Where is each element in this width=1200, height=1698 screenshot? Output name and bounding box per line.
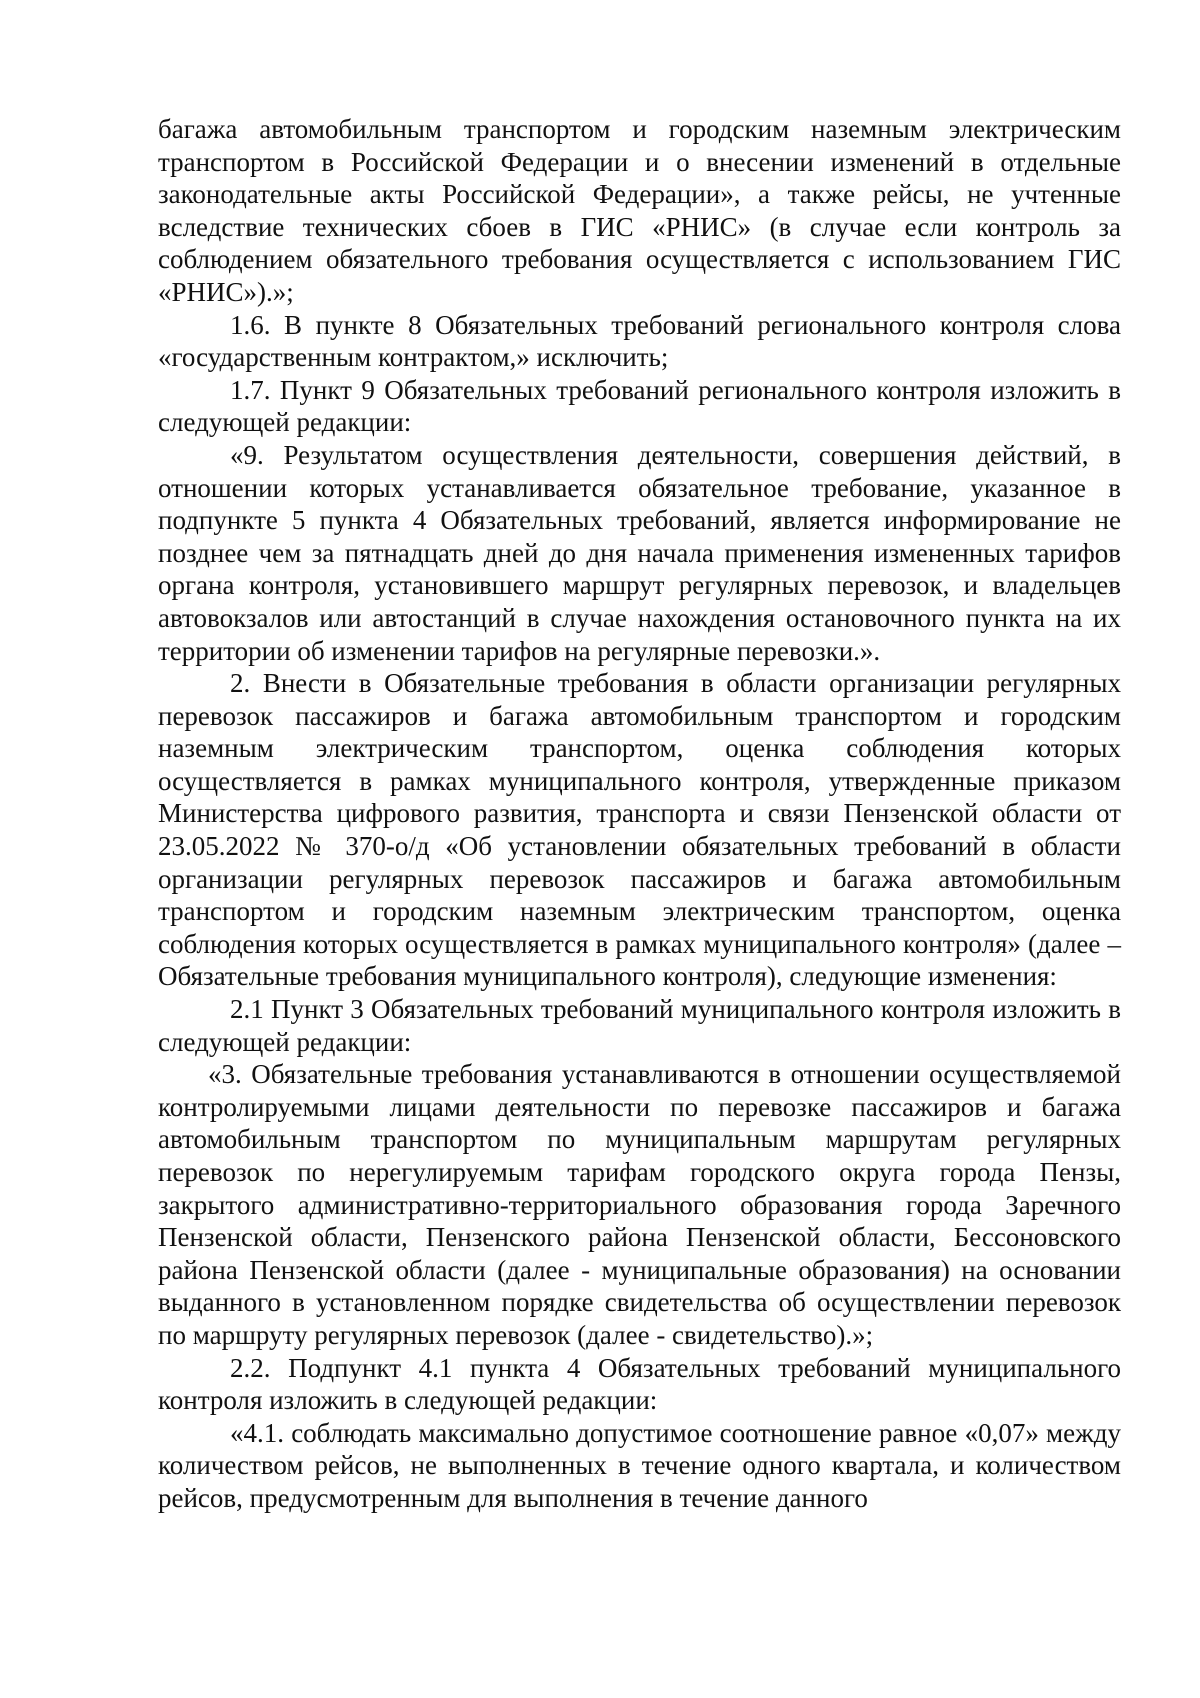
paragraph-1-7: 1.7. Пункт 9 Обязательных требований регионального контроля изложить в следующей редакции:: [158, 374, 1121, 438]
paragraph-quote-4-1: «4.1. соблюдать максимально допустимое соотношение равное «0,07» между количеством рейсов, не выполненных в течение одного квартала, и количеством рейсов, предусмотренным для выполнения в течение данного: [158, 1417, 1121, 1513]
paragraph-quote-9: «9. Результатом осуществления деятельности, совершения действий, в отношении которых устанавливается обязательное требование, указанное в подпункте 5 пункта 4 Обязательных требований, является информирование не позднее чем за пятнадцать дней до дня начала применения измененных тарифов органа контроля, установившего маршрут регулярных перевозок, и владельцев автовокзалов или автостанций в случае нахождения остановочного пункта на их территории об изменении тарифов на регулярные перевозки.».: [158, 439, 1121, 666]
paragraph-2-1: 2.1 Пункт 3 Обязательных требований муниципального контроля изложить в следующей редакции:: [158, 994, 1121, 1057]
paragraph-quote-3: «3. Обязательные требования устанавливаются в отношении осуществляемой контролируемыми лицами деятельности по перевозке пассажиров и багажа автомобильным транспортом по муниципальным маршрутам регулярных перевозок по нерегулируемым тарифам городского округа города Пензы, закрытого административно-территориального образования города Заречного Пензенской области, Пензенского района Пензенской области, Бессоновского района Пензенской области (далее - муниципальные образования) на основании выданного в установленном порядке свидетельства об осуществлении перевозок по маршруту регулярных перевозок (далее - свидетельство).»;: [158, 1059, 1121, 1350]
paragraph-1-6: 1.6. В пункте 8 Обязательных требований регионального контроля слова «государственным контрактом,» исключить;: [158, 309, 1121, 373]
paragraph-continuation: багажа автомобильным транспортом и городским наземным электрическим транспортом в Российской Федерации и о внесении изменений в отдельные законодательные акты Российской Федерации», а также рейсы, не учтенные вследствие технических сбоев в ГИС «РНИС» (в случае если контроль за соблюдением обязательного требования осуществляется с использованием ГИС «РНИС»).»;: [158, 114, 1121, 307]
paragraph-2: 2. Внести в Обязательные требования в области организации регулярных перевозок пассажиров и багажа автомобильным транспортом и городским наземным электрическим транспортом, оценка соблюдения которых осуществляется в рамках муниципального контроля, утвержденные приказом Министерства цифрового развития, транспорта и связи Пензенской области от 23.05.2022 № 370-о/д «Об установлении обязательных требований в области организации регулярных перевозок пассажиров и багажа автомобильным транспортом и городским наземным электрическим транспортом, оценка соблюдения которых осуществляется в рамках муниципального контроля» (далее – Обязательные требования муниципального контроля), следующие изменения:: [158, 668, 1121, 992]
paragraph-2-2: 2.2. Подпункт 4.1 пункта 4 Обязательных требований муниципального контроля изложить в следующей редакции:: [158, 1352, 1121, 1416]
document-page: [158, 113, 1121, 1515]
